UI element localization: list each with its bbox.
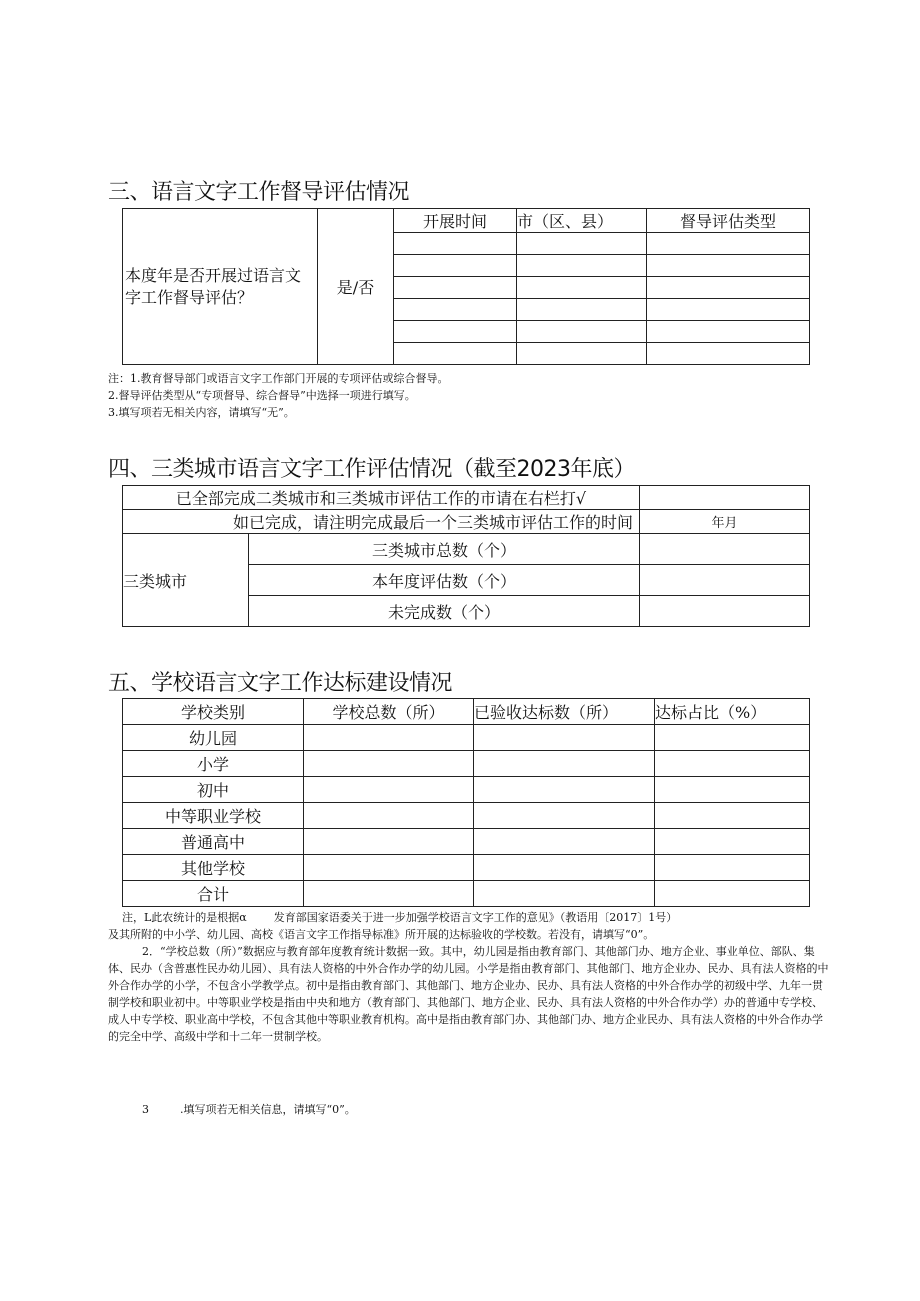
input-cell[interactable] bbox=[474, 829, 655, 855]
input-cell[interactable] bbox=[647, 255, 810, 277]
input-cell[interactable] bbox=[647, 277, 810, 299]
input-cell[interactable] bbox=[474, 751, 655, 777]
input-cell[interactable] bbox=[474, 803, 655, 829]
input-cell[interactable] bbox=[655, 881, 810, 907]
input-cell[interactable] bbox=[517, 233, 647, 255]
input-cell[interactable] bbox=[394, 255, 517, 277]
note-line: 2.督导评估类型从“专项督导、综合督导”中选择一项进行填写。 bbox=[108, 389, 416, 402]
row-label: 中等职业学校 bbox=[123, 803, 304, 829]
input-cell[interactable] bbox=[655, 803, 810, 829]
col-header-passed: 已验收达标数（所） bbox=[474, 699, 655, 725]
input-cell[interactable] bbox=[304, 725, 474, 751]
input-cell[interactable] bbox=[655, 855, 810, 881]
input-cell[interactable] bbox=[474, 881, 655, 907]
input-cell[interactable] bbox=[517, 321, 647, 343]
input-cell[interactable] bbox=[517, 277, 647, 299]
city-group-label: 三类城市 bbox=[123, 534, 249, 627]
section4-title: 四、三类城市语言文字工作评估情况（截至2023年底） bbox=[108, 457, 635, 482]
input-cell[interactable] bbox=[304, 777, 474, 803]
input-cell[interactable] bbox=[474, 855, 655, 881]
col-header-school-type: 学校类别 bbox=[123, 699, 304, 725]
input-cell[interactable] bbox=[304, 829, 474, 855]
input-cell[interactable] bbox=[640, 565, 810, 596]
city-evaluation-table bbox=[122, 485, 810, 627]
col-header-school-total: 学校总数（所） bbox=[304, 699, 474, 725]
input-cell[interactable] bbox=[304, 881, 474, 907]
school-standard-table bbox=[122, 698, 810, 907]
row-label: 小学 bbox=[123, 751, 304, 777]
row-label: 幼儿园 bbox=[123, 725, 304, 751]
completion-time-field[interactable]: 年月 bbox=[640, 510, 810, 534]
section5-note2: 2．“学校总数（所）”数据应与教育部年度教育统计数据一致。其中，幼儿园是指由教育部门、其他部门办、地方企业、事业单位、部队、集体、民办（含普惠性民办幼儿园）、具有法人资格的中外合作办学的幼儿园。小学是指由教育部门、其他部门、地方企业办、民办、具有法人资格的中外合作办学的小学，不包含小学教学点。初中是指由教育部门、其他部门、地方企业办、民办、具有法人资格的中外合作办学的初级中学、九年一贯制学校和职业初中。中等职业学校是指由中央和地方（教育部门、其他部门、地方企业、民办、具有法人资格的中外合作办学）办的普通中专学校、成人中专学校、职业高中学校，不包含其他中等职业教育机构。高中是指由教育部门办、其他部门办、地方企业民办、具有法人资格的中外合作办学的完全中学、高级中学和十二年一贯制学校。 bbox=[108, 945, 829, 1043]
row-label: 初中 bbox=[123, 777, 304, 803]
input-cell[interactable] bbox=[304, 803, 474, 829]
input-cell[interactable] bbox=[304, 751, 474, 777]
section3-notes bbox=[108, 370, 449, 421]
note1-part-a: 注，L此农统计的是根据α bbox=[122, 911, 247, 924]
col-header-type: 督导评估类型 bbox=[647, 209, 810, 233]
input-cell[interactable] bbox=[517, 299, 647, 321]
input-cell[interactable] bbox=[655, 725, 810, 751]
input-cell[interactable] bbox=[517, 343, 647, 365]
col-header-time: 开展时间 bbox=[394, 209, 517, 233]
city-item-label: 三类城市总数（个） bbox=[249, 534, 640, 565]
input-cell[interactable] bbox=[394, 321, 517, 343]
input-cell[interactable] bbox=[394, 343, 517, 365]
supervision-question: 本度年是否开展过语言文字工作督导评估？ bbox=[123, 209, 318, 365]
section3-title: 三、语言文字工作督导评估情况 bbox=[108, 180, 410, 205]
input-cell[interactable] bbox=[647, 233, 810, 255]
completion-time-question: 如已完成，请注明完成最后一个三类城市评估工作的时间 bbox=[123, 510, 640, 534]
note-line: 注：1.教育督导部门或语言文字工作部门开展的专项评估或综合督导。 bbox=[108, 372, 449, 385]
col-header-city: 市（区、县） bbox=[517, 209, 647, 233]
note3-number: 3 bbox=[142, 1103, 149, 1116]
input-cell[interactable] bbox=[640, 534, 810, 565]
city-item-label: 本年度评估数（个） bbox=[249, 565, 640, 596]
supervision-table bbox=[122, 208, 810, 365]
input-cell[interactable] bbox=[474, 725, 655, 751]
input-cell[interactable] bbox=[394, 299, 517, 321]
note-line: 3.填写项若无相关内容，请填写“无”。 bbox=[108, 406, 295, 419]
input-cell[interactable] bbox=[304, 855, 474, 881]
section5-title: 五、学校语言文字工作达标建设情况 bbox=[108, 671, 453, 696]
input-cell[interactable] bbox=[655, 777, 810, 803]
input-cell[interactable] bbox=[474, 777, 655, 803]
input-cell[interactable] bbox=[655, 751, 810, 777]
section5-note1 bbox=[122, 909, 830, 926]
row-label: 合计 bbox=[123, 881, 304, 907]
input-cell[interactable] bbox=[394, 233, 517, 255]
input-cell[interactable] bbox=[647, 299, 810, 321]
note3-text: .填写项若无相关信息，请填写“0”。 bbox=[180, 1103, 356, 1116]
input-cell[interactable] bbox=[640, 596, 810, 627]
input-cell[interactable] bbox=[517, 255, 647, 277]
row-label: 普通高中 bbox=[123, 829, 304, 855]
input-cell[interactable] bbox=[647, 321, 810, 343]
input-cell[interactable] bbox=[655, 829, 810, 855]
note1-part-c: 及其所附的中小学、幼儿园、高校《语言文字工作指导标准》所开展的达标验收的学校数。若没有，请填写“0”。 bbox=[108, 928, 655, 941]
yes-no-field[interactable]: 是/否 bbox=[318, 209, 394, 365]
row-label: 其他学校 bbox=[123, 855, 304, 881]
input-cell[interactable] bbox=[647, 343, 810, 365]
col-header-ratio: 达标占比（%） bbox=[655, 699, 810, 725]
completion-question: 已全部完成二类城市和三类城市评估工作的市请在右栏打√ bbox=[123, 486, 640, 510]
city-item-label: 未完成数（个） bbox=[249, 596, 640, 627]
section5-note3 bbox=[142, 1101, 356, 1118]
completion-check-cell[interactable] bbox=[640, 486, 810, 510]
note1-part-b: 发育部国家语委关于进一步加强学校语言文字工作的意见》（教语用〔2017〕1号） bbox=[273, 911, 678, 924]
input-cell[interactable] bbox=[394, 277, 517, 299]
